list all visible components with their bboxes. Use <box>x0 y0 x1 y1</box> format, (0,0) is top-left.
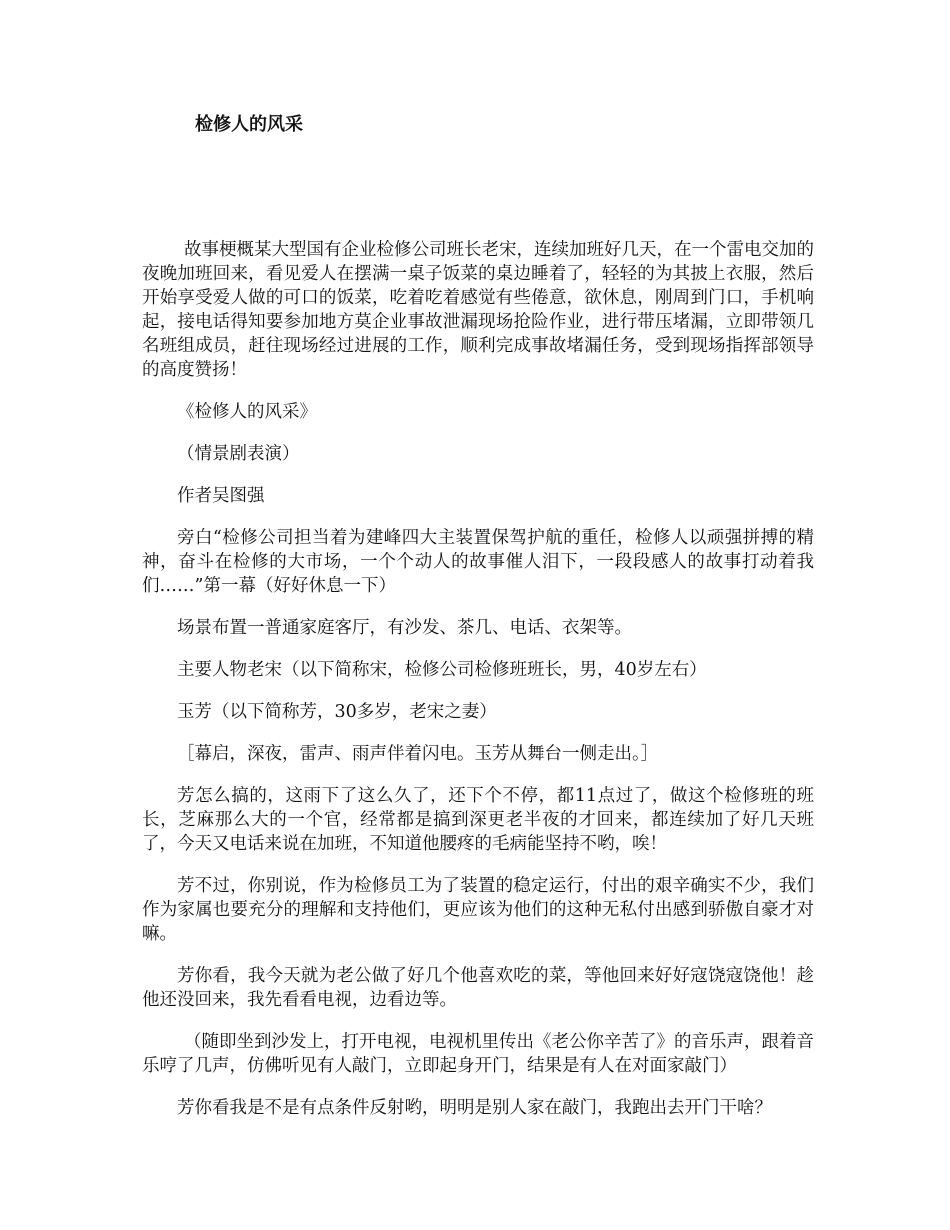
paragraph-dialogue: 芳怎么搞的，这雨下了这么久了，还下个不停，都11点过了，做这个检修班的班长，芝麻那么大的一个官，经常都是搞到深更老半夜的才回来，都连续加了好几天班了，今天又电话来说在加班，不知道他腰疼的毛病能坚持不哟，唉！ <box>142 786 814 854</box>
paragraph-action: （随即坐到沙发上，打开电视，电视机里传出《老公你辛苦了》的音乐声，跟着音乐哼了几声，仿佛听见有人敲门，立即起身开门，结果是有人在对面家敲门） <box>142 1032 814 1076</box>
paragraph-dialogue: 芳不过，你别说，作为检修员工为了装置的稳定运行，付出的艰辛确实不少，我们作为家属也要充分的理解和支持他们，更应该为他们的这种无私付出感到骄傲自豪才对嘛。 <box>142 876 814 944</box>
paragraph-genre: （情景剧表演） <box>177 444 300 464</box>
paragraph-play-title: 《检修人的风采》 <box>177 402 317 422</box>
paragraph-character-song: 主要人物老宋（以下简称宋，检修公司检修班班长，男，40岁左右） <box>177 660 707 680</box>
paragraph-narration: 旁白“检修公司担当着为建峰四大主装置保驾护航的重任，检修人以顽强拼搏的精神，奋斗在检修的大市场，一个个动人的故事催人泪下，一段段感人的故事打动着我们……”第一幕（好好休息一下） <box>142 528 814 596</box>
paragraph-synopsis: 故事梗概某大型国有企业检修公司班长老宋，连续加班好几天，在一个雷电交加的夜晚加班回来，看见爱人在摆满一桌子饭菜的桌边睡着了，轻轻的为其披上衣服，然后开始享受爱人做的可口的饭菜，吃着吃着感觉有些倦意，欲休息，刚周到门口，手机响起，接电话得知要参加地方莫企业事故泄漏现场抢险作业，进行带压堵漏，立即带领几名班组成员，赶往现场经过进展的工作，顺利完成事故堵漏任务，受到现场指挥部领导的高度赞扬！ <box>142 240 814 380</box>
paragraph-dialogue: 芳你看我是不是有点条件反射哟，明明是别人家在敲门，我跑出去开门干啥？ <box>177 1098 772 1118</box>
paragraph-dialogue: 芳你看，我今天就为老公做了好几个他喜欢吃的菜，等他回来好好寇饶寇饶他！趁他还没回来，我先看看电视，边看边等。 <box>142 966 814 1010</box>
paragraph-scene: 场景布置一普通家庭客厅，有沙发、茶几、电话、衣架等。 <box>177 618 632 638</box>
paragraph-character-yufang: 玉芳（以下简称芳，30多岁，老宋之妻） <box>177 702 497 722</box>
paragraph-author: 作者吴图强 <box>177 486 265 506</box>
document-title: 检修人的风采 <box>195 114 303 135</box>
paragraph-stage-direction: ［幕启，深夜，雷声、雨声伴着闪电。玉芳从舞台一侧走出。］ <box>177 744 659 764</box>
document-body <box>142 238 814 1138</box>
